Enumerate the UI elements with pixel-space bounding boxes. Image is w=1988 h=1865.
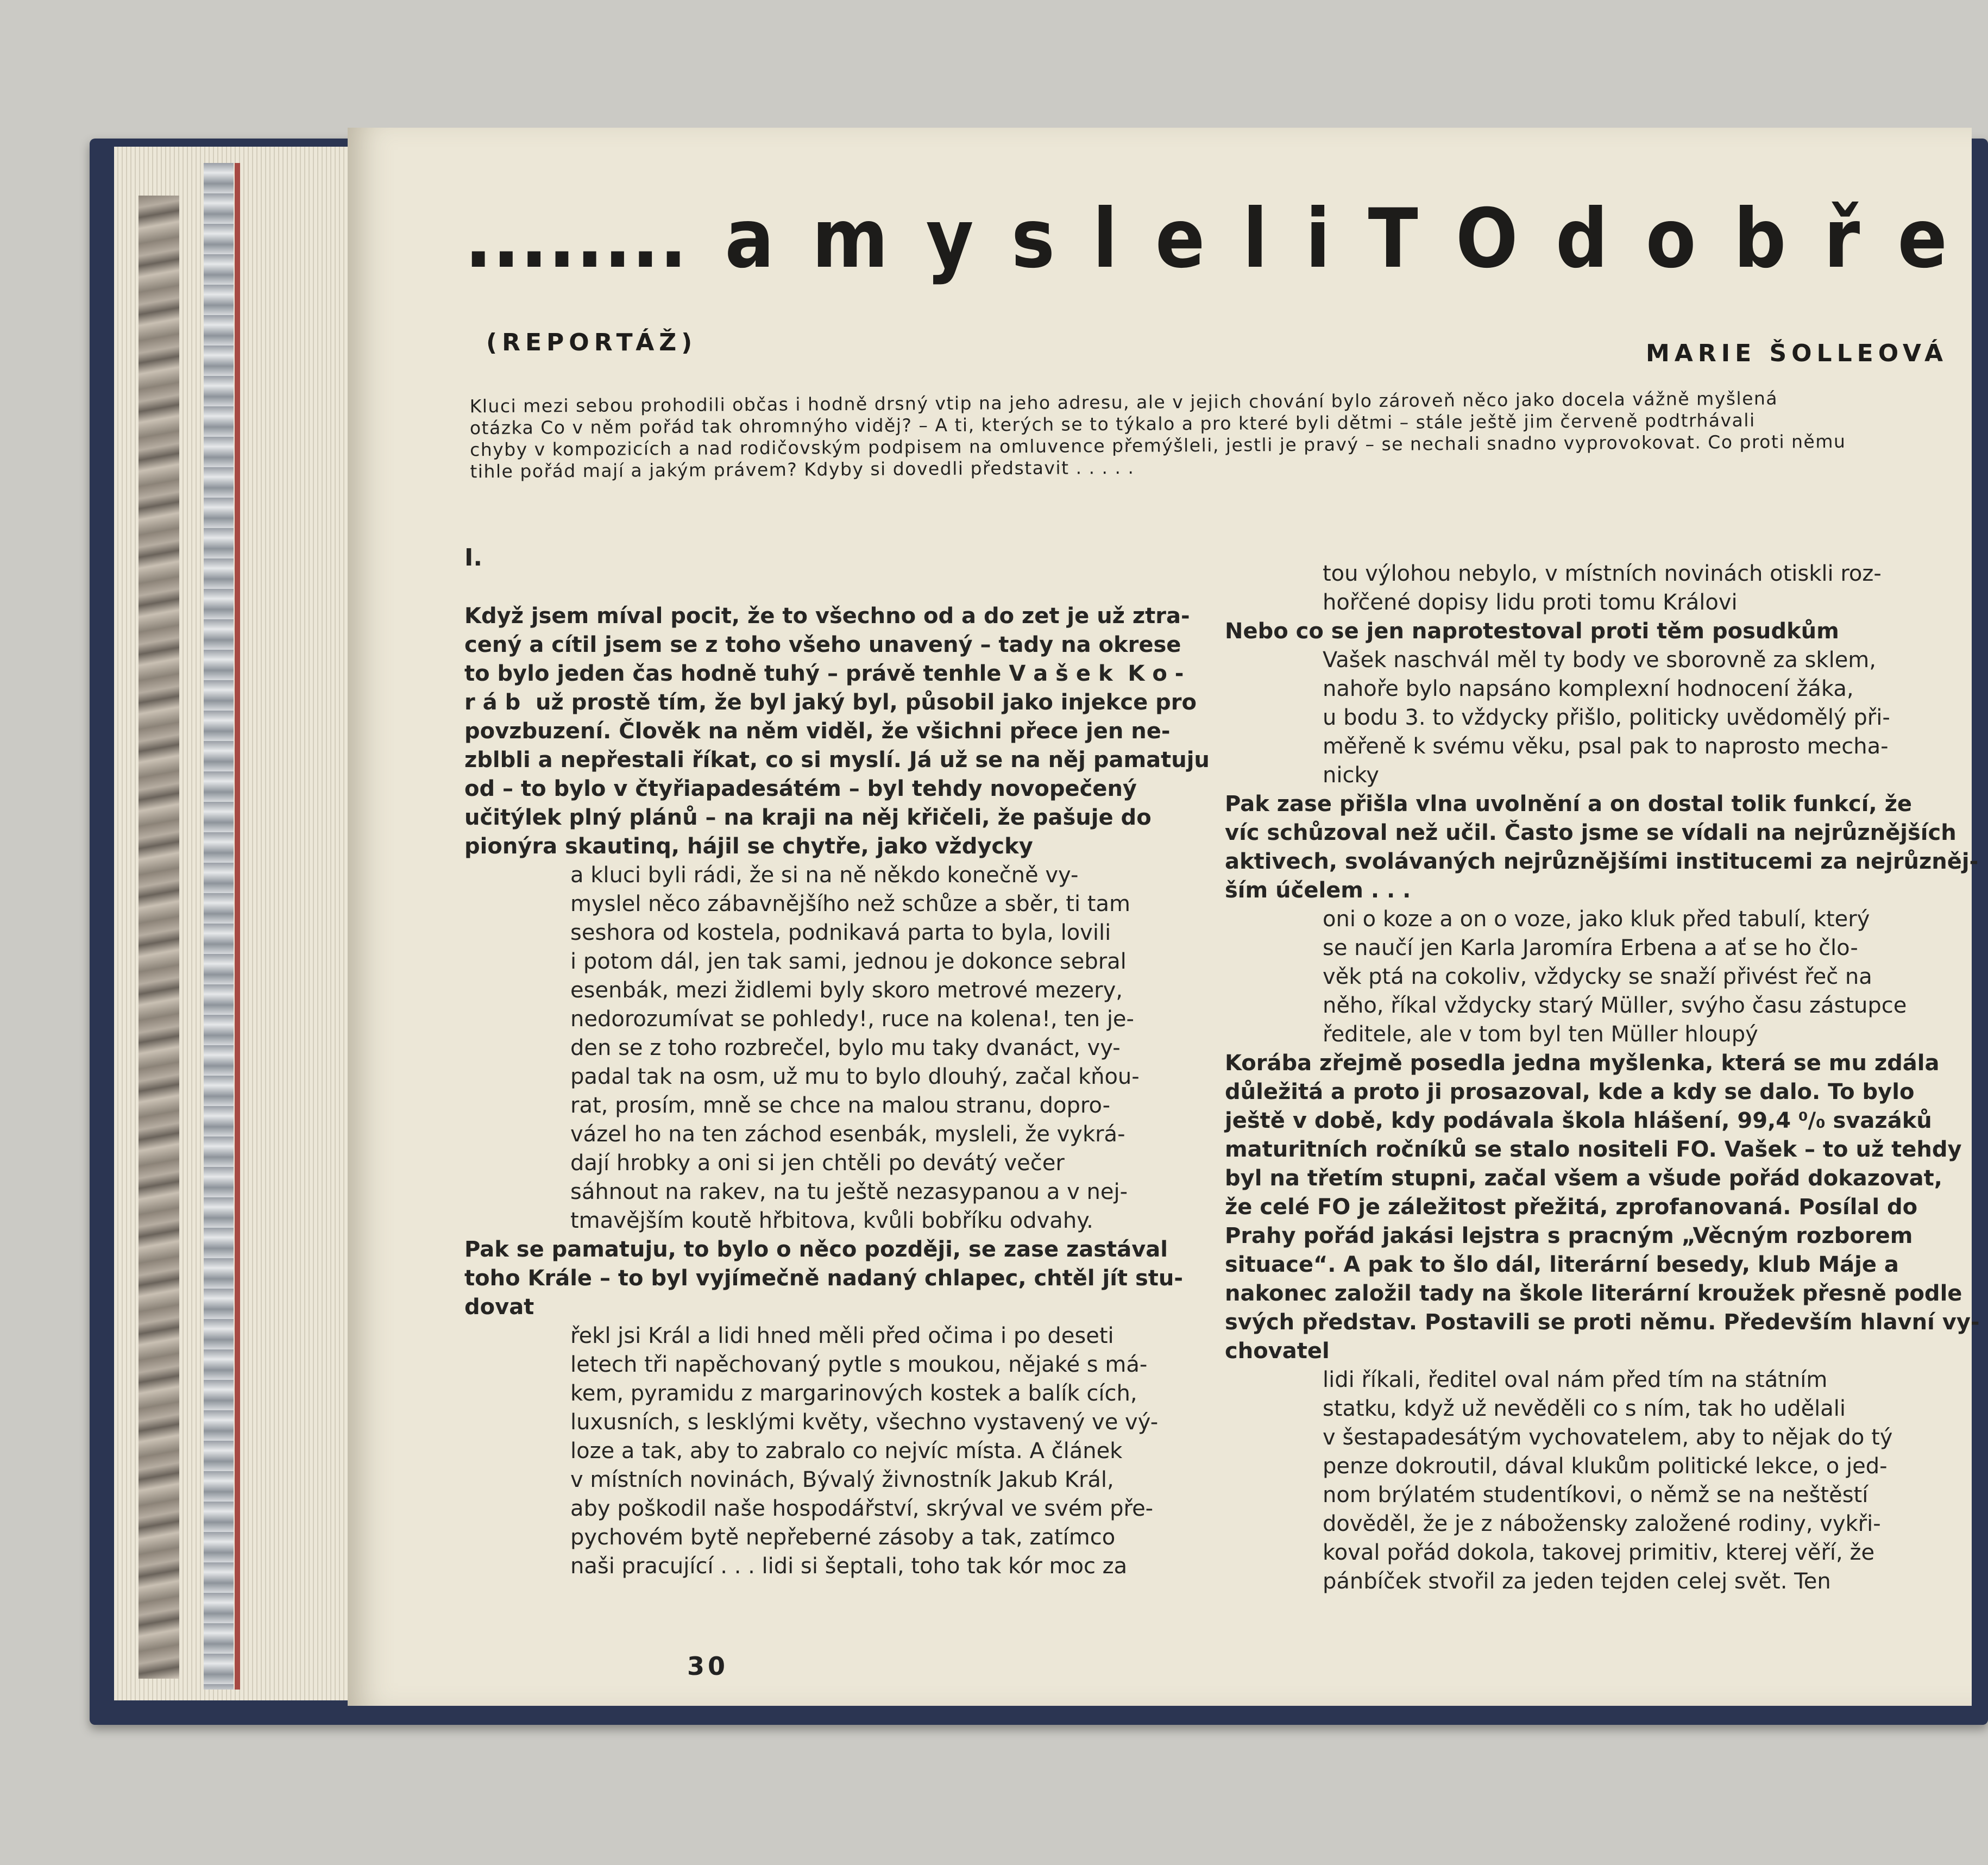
text-line: nakonec založil tady na škole literární kroužek přesně podle: [1225, 1281, 1962, 1306]
text-line: se naučí jen Karla Jaromíra Erbena a ať se ho člo-: [1323, 935, 1858, 960]
text-line: tou výlohou nebylo, v místních novinách otiskli roz-: [1323, 561, 1882, 586]
title-letter: m: [811, 192, 889, 286]
text-line: nedorozumívat se pohledy!, ruce na kolena!, ten je-: [570, 1007, 1134, 1032]
text-line: svých představ. Postavili se proti němu. Především hlavní vy-: [1225, 1310, 1980, 1335]
text-line: Vašek naschvál měl ty body ve sborovně za sklem,: [1323, 648, 1876, 673]
title-letter: ř: [1823, 192, 1860, 286]
intro-line: chyby v kompozicích a nad rodičovským podpisem na omluvence přemýšleli, jestli je pravý – se nechali snadno vyprovokovat. Co proti němu: [470, 430, 1846, 461]
text-line: esenbák, mezi židlemi byly skoro metrové mezery,: [570, 978, 1123, 1003]
article-title: [464, 187, 1947, 286]
title-dots: ........: [464, 192, 688, 286]
text-line: Když jsem míval pocit, že to všechno od a do zet je už ztra-: [464, 604, 1190, 629]
text-line: víc schůzoval než učil. Často jsme se vídali na nejrůznějších: [1225, 820, 1956, 845]
text-line: byl na třetím stupni, začal všem a všude pořád dokazovat,: [1225, 1166, 1942, 1191]
text-line: věk ptá na cokoliv, vždycky se snaží přivést řeč na: [1323, 964, 1872, 989]
intro-paragraph: [470, 387, 1937, 482]
title-letter: o: [1645, 192, 1696, 286]
text-line: letech tři napěchovaný pytle s moukou, nějaké s má-: [570, 1352, 1148, 1377]
text-line: nom brýlatém studentíkovi, o němž se na neštěstí: [1323, 1483, 1869, 1508]
author-name: MARIE ŠOLLEOVÁ: [1646, 340, 1948, 367]
title-letter: l: [1092, 192, 1118, 286]
text-line: toho Krále – to byl vyjímečně nadaný chlapec, chtěl jít stu-: [464, 1266, 1183, 1291]
text-line: Korába zřejmě posedla jedna myšlenka, která se mu zdála: [1225, 1051, 1940, 1076]
text-line: lidi říkali, ředitel oval nám před tím na státním: [1323, 1367, 1828, 1392]
text-line: koval pořád dokola, takovej primitiv, kterej věří, že: [1323, 1540, 1875, 1565]
text-line: r á b už prostě tím, že byl jaký byl, působil jako injekce pro: [464, 690, 1197, 715]
text-line: kem, pyramidu z margarinových kostek a balík cích,: [570, 1381, 1137, 1406]
text-line: aktivech, svolávaných nejrůznějšími institucemi za nejrůzněj-: [1225, 849, 1979, 874]
title-letter: d: [1555, 192, 1608, 286]
text-line: od – to bylo v čtyřiapadesátém – byl tehdy novopečený: [464, 776, 1137, 801]
text-line: zblbli a nepřestali říkat, co si myslí. Já už se na něj pamatuju: [464, 748, 1210, 773]
title-letter: e: [1897, 192, 1947, 286]
text-line: oni o koze a on o voze, jako kluk před tabulí, který: [1323, 907, 1870, 932]
text-line: naši pracující . . . lidi si šeptali, toho tak kór moc za: [570, 1554, 1128, 1579]
intro-line: Kluci mezi sebou prohodili občas i hodně drsný vtip na jeho adresu, ale v jejich chování bylo zároveň něco jako docela vážně myšlená: [469, 387, 1778, 417]
section-label: (REPORTÁŽ): [486, 329, 697, 356]
intro-line: tihle pořád mají a jakým právem? Kdyby si dovedli představit . . . . .: [470, 456, 1135, 482]
text-line: nicky: [1323, 763, 1379, 788]
title-letter: i: [1305, 192, 1331, 286]
text-line: maturitních ročníků se stalo nositeli FO. Vašek – to už tehdy: [1225, 1137, 1962, 1162]
text-line: cený a cítil jsem se z toho všeho unavený – tady na okrese: [464, 632, 1181, 657]
text-line: dají hrobky a oni si jen chtěli po devátý večer: [570, 1151, 1065, 1176]
photo-insert-edge: [139, 196, 179, 1679]
title-letter: e: [1155, 192, 1205, 286]
title-letter: O: [1455, 192, 1518, 286]
bookmark-ribbon: [235, 163, 240, 1690]
text-line: Nebo co se jen naprotestoval proti těm posudkům: [1225, 619, 1839, 644]
title-letter: b: [1733, 192, 1786, 286]
text-line: dovat: [464, 1295, 534, 1320]
right-column: [1225, 560, 1980, 1596]
text-line: i potom dál, jen tak sami, jednou je dokonce sebral: [570, 949, 1127, 974]
text-line: tmavějším koutě hřbitova, kvůli bobříku odvahy.: [570, 1208, 1093, 1233]
left-column: [464, 543, 1210, 1581]
text-line: loze a tak, aby to zabralo co nejvíc místa. A článek: [570, 1439, 1123, 1464]
intro-line: otázka Co v něm pořád tak ohromnýho viděj? – A ti, kterých se to týkalo a pro které byli dětmi – stále ještě jim červeně podtrhávali: [469, 409, 1756, 439]
text-line: situace“. A pak to šlo dál, literární besedy, klub Máje a: [1225, 1252, 1899, 1277]
text-line: Pak se pamatuju, to bylo o něco později, se zase zastával: [464, 1237, 1168, 1262]
text-line: Pak zase přišla vlna uvolnění a on dostal tolik funkcí, že: [1225, 792, 1912, 817]
text-line: měřeně k svému věku, psal pak to naprosto mecha-: [1323, 734, 1889, 759]
text-line: myslel něco zábavnějšího než schůze a sběr, ti tam: [570, 891, 1130, 916]
title-letter: T: [1368, 192, 1418, 286]
text-line: že celé FO je záležitost přežitá, zprofanovaná. Posílal do: [1225, 1195, 1918, 1220]
text-line: rat, prosím, mně se chce na malou stranu, dopro-: [570, 1093, 1111, 1118]
text-line: u bodu 3. to vždycky přišlo, politicky uvědomělý při-: [1323, 705, 1890, 730]
text-line: vázel ho na ten záchod esenbák, mysleli, že vykrá-: [570, 1122, 1125, 1147]
text-line: v šestapadesátým vychovatelem, aby to nějak do tý: [1323, 1425, 1893, 1450]
text-line: pychovém bytě nepřeberné zásoby a tak, zatímco: [570, 1525, 1116, 1550]
text-line: sáhnout na rakev, na tu ještě nezasypanou a v nej-: [570, 1179, 1128, 1204]
left-column-text: [464, 602, 1210, 1581]
text-line: hořčené dopisy lidu proti tomu Královi: [1323, 590, 1738, 615]
text-line: dověděl, že je z nábožensky založené rodiny, vykři-: [1323, 1511, 1881, 1536]
text-line: v místních novinách, Bývalý živnostník Jakub Král,: [570, 1467, 1114, 1492]
title-letter: s: [1011, 192, 1055, 286]
text-line: pionýra skautinq, hájil se chytře, jako vždycky: [464, 834, 1033, 859]
text-line: nahoře bylo napsáno komplexní hodnocení žáka,: [1323, 676, 1854, 701]
text-line: padal tak na osm, už mu to bylo dlouhý, začal kňou-: [570, 1064, 1140, 1089]
text-line: povzbuzení. Člověk na něm viděl, že všichni přece jen ne-: [464, 719, 1171, 744]
text-line: chovatel: [1225, 1339, 1330, 1364]
foil-insert-edge: [204, 163, 234, 1690]
text-line: statku, když už nevěděli co s ním, tak ho udělali: [1323, 1396, 1846, 1421]
text-line: ším účelem . . .: [1225, 878, 1411, 903]
text-line: seshora od kostela, podnikavá parta to byla, lovili: [570, 920, 1111, 945]
text-line: den se z toho rozbrečel, bylo mu taky dvanáct, vy-: [570, 1035, 1121, 1060]
text-line: ještě v době, kdy podávala škola hlášení, 99,4 ⁰/₀ svazáků: [1225, 1108, 1932, 1133]
text-line: luxusních, s lesklými květy, všechno vystavený ve vý-: [570, 1410, 1159, 1435]
text-line: ředitele, ale v tom byl ten Müller hloupý: [1323, 1022, 1758, 1047]
text-line: důležitá a proto ji prosazoval, kde a kdy se dalo. To bylo: [1225, 1079, 1915, 1104]
text-line: něho, říkal vždycky starý Müller, svýho času zástupce: [1323, 993, 1907, 1018]
section-number: I.: [464, 544, 483, 572]
text-line: penze dokroutil, dával klukům politické lekce, o jed-: [1323, 1454, 1888, 1479]
text-line: učitýlek plný plánů – na kraji na něj křičeli, že pašuje do: [464, 805, 1152, 830]
text-line: pánbíček stvořil za jeden tejden celej svět. Ten: [1323, 1569, 1831, 1594]
right-column-text: [1225, 560, 1980, 1596]
text-line: aby poškodil naše hospodářství, skrýval ve svém pře-: [570, 1496, 1154, 1521]
title-letter: y: [926, 192, 974, 286]
text-line: řekl jsi Král a lidi hned měli před očima i po deseti: [570, 1323, 1114, 1348]
text-line: a kluci byli rádi, že si na ně někdo konečně vy-: [570, 863, 1079, 888]
page-number: 30: [687, 1652, 729, 1681]
text-line: to bylo jeden čas hodně tuhý – právě tenhle V a š e k K o -: [464, 661, 1184, 686]
title-letter: a: [725, 192, 775, 286]
text-line: Prahy pořád jakási lejstra s pracným „Věcným rozborem: [1225, 1223, 1913, 1248]
title-letter: l: [1242, 192, 1268, 286]
